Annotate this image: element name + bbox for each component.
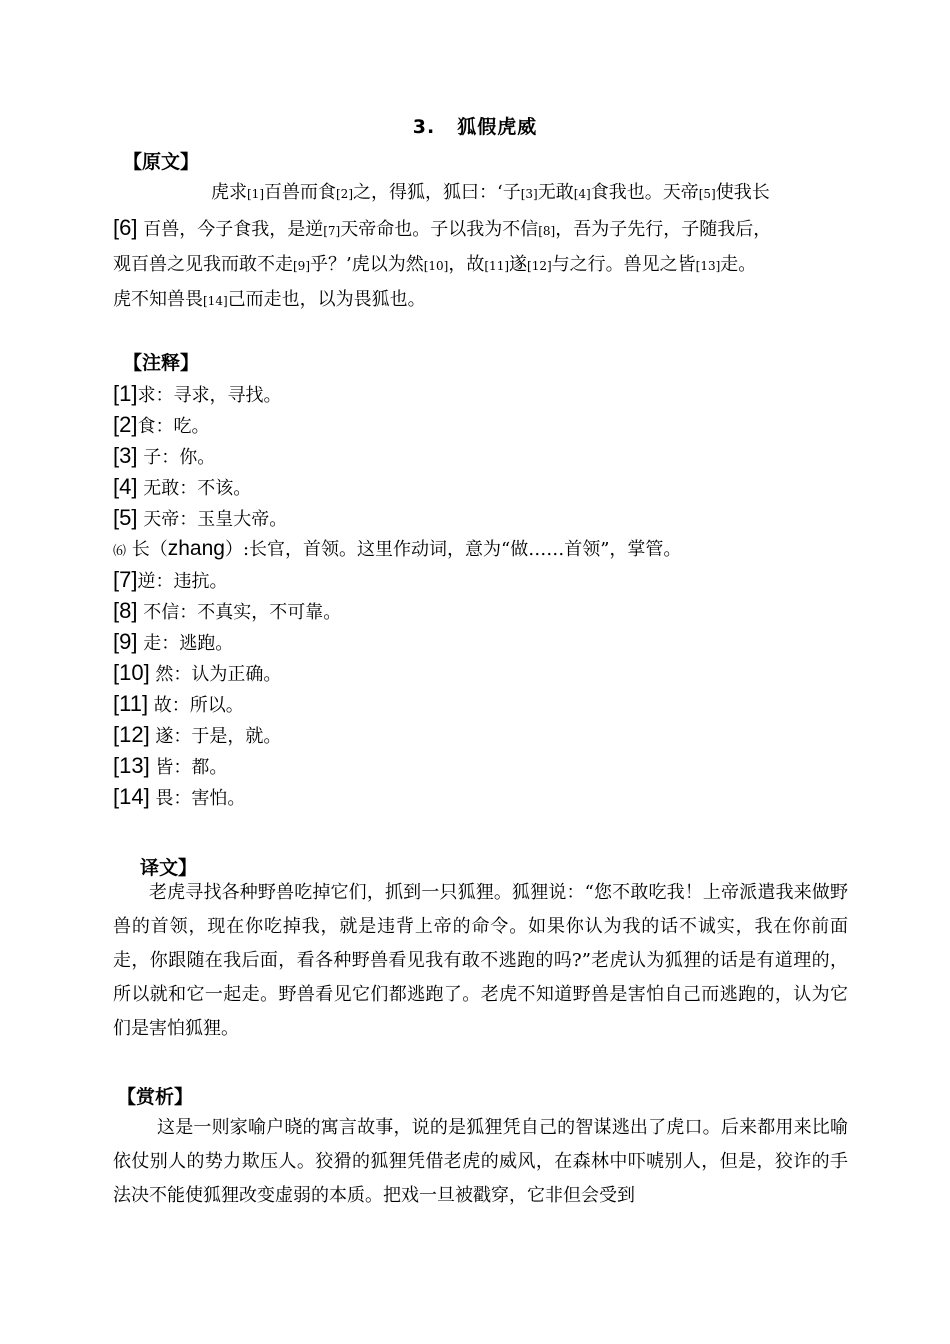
note-item: [5] 天帝：玉皇大帝。: [113, 505, 288, 530]
title-number: 3.: [412, 116, 436, 138]
original-text: [113, 176, 848, 318]
note-item: [9] 走：逃跑。: [113, 629, 234, 654]
note-item: [7]逆：违抗。: [113, 567, 228, 592]
note-item: [1]求：寻求，寻找。: [113, 381, 282, 406]
appreciation-heading: 【赏析】: [117, 1086, 194, 1108]
original-heading: 【原文】: [123, 151, 200, 173]
appreciation-text: 这是一则家喻户晓的寓言故事，说的是狐狸凭自己的智谋逃出了虎口。后来都用来比喻依仗别人的势力欺压人。狡猾的狐狸凭借老虎的威风，在森林中吓唬别人，但是，狡诈的手法决不能使狐狸改变虚弱的本质。把戏一旦被戳穿，它非但会受到: [113, 1117, 848, 1206]
note-item: [10] 然：认为正确。: [113, 660, 282, 685]
original-line-2: [6] 百兽，今子食我，是逆[7]天帝命也。子以我为不信[8]，吾为子先行，子随我后，: [113, 215, 772, 240]
page-title: [0, 112, 950, 139]
original-line-4: 虎不知兽畏[14]己而走也，以为畏狐也。: [113, 289, 426, 310]
note-item: [12] 遂：于是，就。: [113, 722, 282, 747]
note-item: [11] 故：所以。: [113, 691, 244, 716]
original-line-1: 虎求[1]百兽而食[2]之，得狐，狐曰：‘子[3]无敢[4]食我也。天帝[5]使我长: [211, 182, 770, 203]
note-item: [3] 子：你。: [113, 443, 216, 468]
note-item: ⑹ 长（zhang）:长官，首领。这里作动词，意为“做……首领”，掌管。: [113, 537, 682, 560]
translation-text: 老虎寻找各种野兽吃掉它们，抓到一只狐狸。狐狸说：“您不敢吃我！上帝派遣我来做野兽的首领，现在你吃掉我，就是违背上帝的命令。如果你认为我的话不诚实，我在你前面走，你跟随在我后面，看各种野兽看见我有敢不逃跑的吗?”老虎认为狐狸的话是有道理的，所以就和它一起走。野兽看见它们都逃跑了。老虎不知道野兽是害怕自己而逃跑的，认为它们是害怕狐狸。: [113, 882, 848, 1039]
note-item: [4] 无敢：不该。: [113, 474, 252, 499]
translation-heading: 译文】: [140, 857, 198, 879]
original-line-3: 观百兽之见我而敢不走[9]乎？’虎以为然[10]，故[11]遂[12]与之行。兽见之皆[13]走。: [113, 254, 757, 275]
note-item: [2]食：吃。: [113, 412, 210, 437]
note-item: [13] 皆：都。: [113, 753, 228, 778]
notes-heading: 【注释】: [123, 352, 200, 374]
title-text: 狐假虎威: [457, 116, 538, 138]
note-item: [8] 不信：不真实，不可靠。: [113, 598, 342, 623]
note-item: [14] 畏：害怕。: [113, 784, 246, 809]
